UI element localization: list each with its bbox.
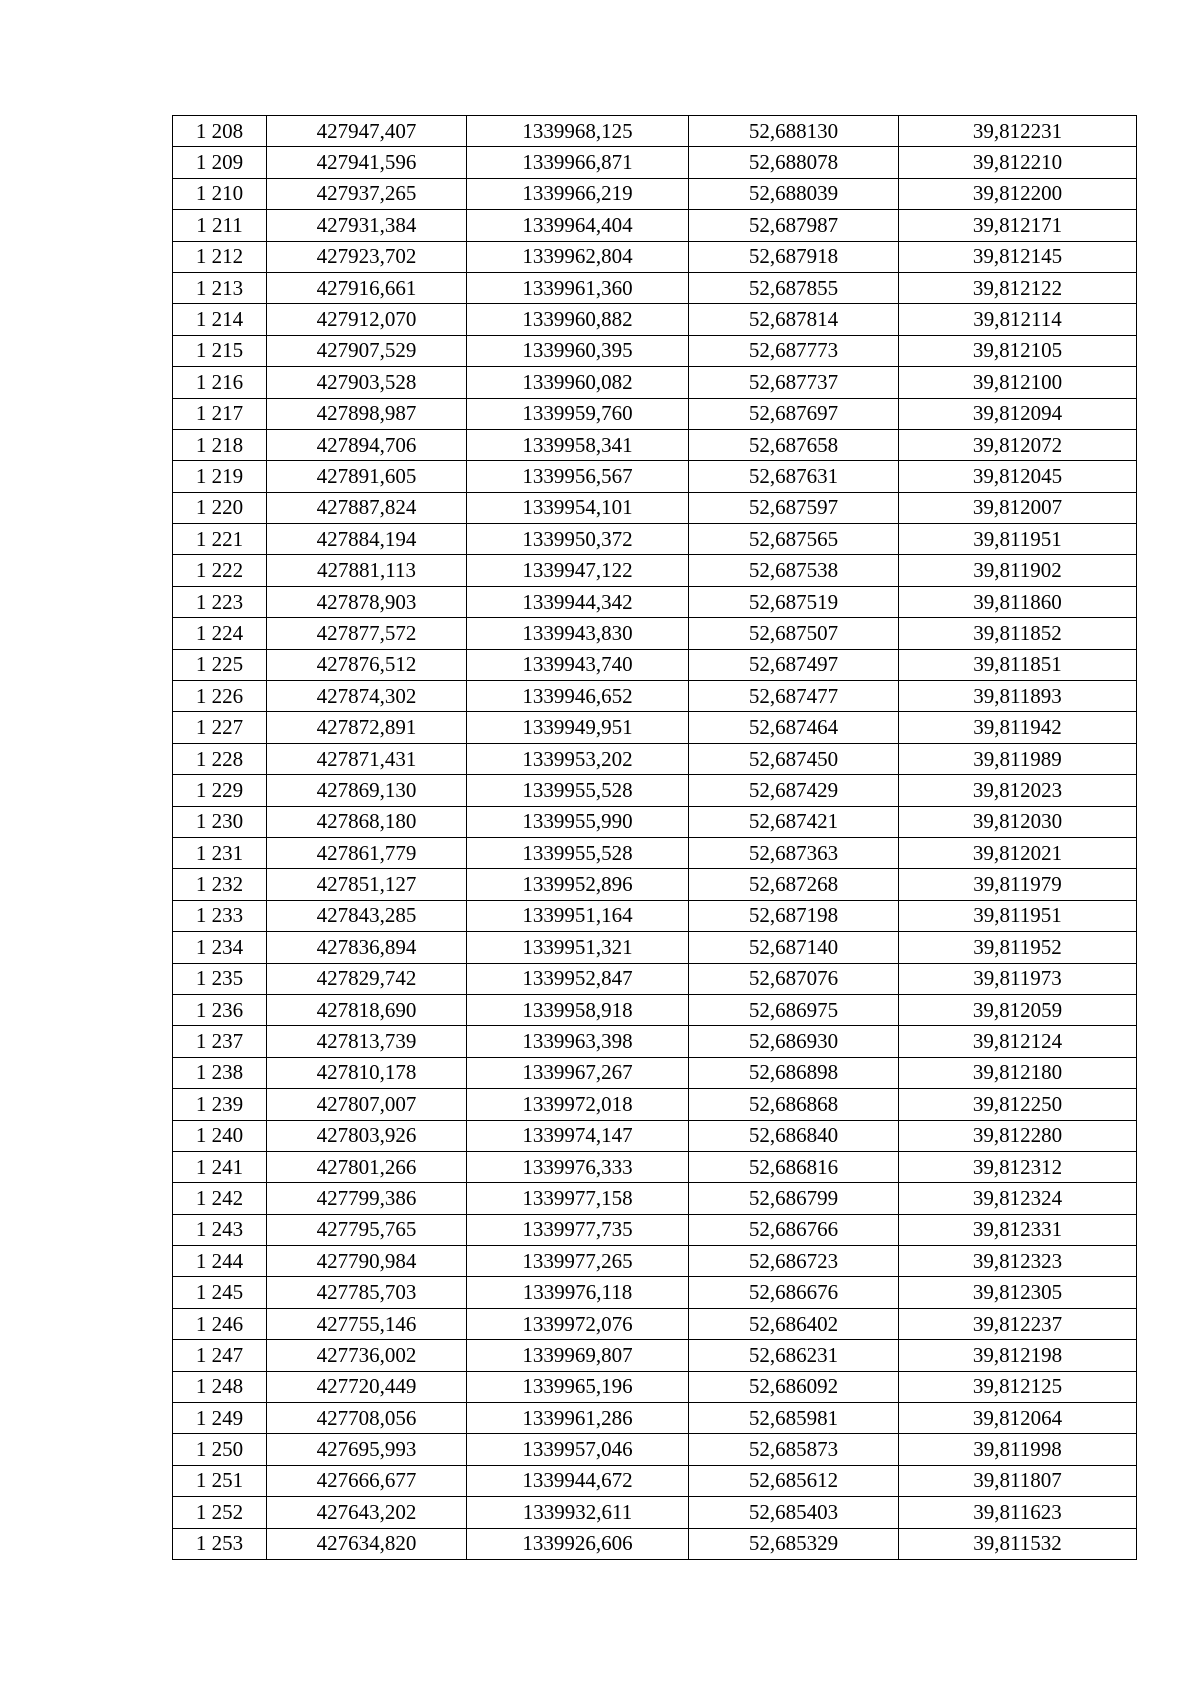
table-row (173, 429, 1137, 460)
table-row (173, 147, 1137, 178)
cell-point-number: 1 249 (173, 1403, 267, 1434)
cell-x-coordinate: 427851,127 (267, 869, 467, 900)
cell-x-coordinate: 427801,266 (267, 1151, 467, 1182)
cell-y-coordinate: 1339977,265 (467, 1246, 689, 1277)
cell-latitude: 52,686930 (689, 1026, 899, 1057)
table-row (173, 1246, 1137, 1277)
cell-x-coordinate: 427836,894 (267, 932, 467, 963)
cell-longitude: 39,812007 (899, 492, 1137, 523)
cell-x-coordinate: 427872,891 (267, 712, 467, 743)
cell-latitude: 52,686092 (689, 1371, 899, 1402)
cell-longitude: 39,811951 (899, 524, 1137, 555)
cell-y-coordinate: 1339960,395 (467, 335, 689, 366)
cell-x-coordinate: 427903,528 (267, 367, 467, 398)
cell-x-coordinate: 427878,903 (267, 586, 467, 617)
cell-point-number: 1 225 (173, 649, 267, 680)
cell-point-number: 1 236 (173, 994, 267, 1025)
cell-point-number: 1 252 (173, 1497, 267, 1528)
cell-x-coordinate: 427861,779 (267, 837, 467, 868)
cell-longitude: 39,811860 (899, 586, 1137, 617)
cell-latitude: 52,686231 (689, 1340, 899, 1371)
coordinates-table-body (173, 116, 1137, 1560)
table-row (173, 900, 1137, 931)
cell-latitude: 52,687140 (689, 932, 899, 963)
cell-point-number: 1 211 (173, 210, 267, 241)
table-row (173, 335, 1137, 366)
cell-x-coordinate: 427643,202 (267, 1497, 467, 1528)
cell-longitude: 39,811902 (899, 555, 1137, 586)
cell-latitude: 52,686402 (689, 1308, 899, 1339)
cell-point-number: 1 229 (173, 775, 267, 806)
cell-y-coordinate: 1339976,118 (467, 1277, 689, 1308)
cell-latitude: 52,685612 (689, 1465, 899, 1496)
cell-point-number: 1 215 (173, 335, 267, 366)
cell-y-coordinate: 1339956,567 (467, 461, 689, 492)
cell-y-coordinate: 1339961,360 (467, 272, 689, 303)
cell-y-coordinate: 1339944,342 (467, 586, 689, 617)
cell-latitude: 52,687918 (689, 241, 899, 272)
cell-point-number: 1 231 (173, 837, 267, 868)
table-row (173, 837, 1137, 868)
cell-x-coordinate: 427874,302 (267, 681, 467, 712)
cell-longitude: 39,812323 (899, 1246, 1137, 1277)
cell-point-number: 1 242 (173, 1183, 267, 1214)
cell-latitude: 52,687198 (689, 900, 899, 931)
cell-latitude: 52,687464 (689, 712, 899, 743)
cell-y-coordinate: 1339959,760 (467, 398, 689, 429)
cell-longitude: 39,811989 (899, 743, 1137, 774)
cell-longitude: 39,812305 (899, 1277, 1137, 1308)
cell-latitude: 52,687658 (689, 429, 899, 460)
table-row (173, 1340, 1137, 1371)
cell-x-coordinate: 427907,529 (267, 335, 467, 366)
cell-point-number: 1 223 (173, 586, 267, 617)
table-row (173, 241, 1137, 272)
cell-longitude: 39,812210 (899, 147, 1137, 178)
cell-x-coordinate: 427695,993 (267, 1434, 467, 1465)
table-row (173, 994, 1137, 1025)
table-row (173, 1089, 1137, 1120)
table-row (173, 1214, 1137, 1245)
cell-longitude: 39,812105 (899, 335, 1137, 366)
cell-x-coordinate: 427877,572 (267, 618, 467, 649)
cell-point-number: 1 216 (173, 367, 267, 398)
cell-x-coordinate: 427799,386 (267, 1183, 467, 1214)
cell-y-coordinate: 1339951,321 (467, 932, 689, 963)
cell-y-coordinate: 1339966,871 (467, 147, 689, 178)
cell-point-number: 1 209 (173, 147, 267, 178)
cell-latitude: 52,688078 (689, 147, 899, 178)
cell-longitude: 39,812198 (899, 1340, 1137, 1371)
table-row (173, 1308, 1137, 1339)
cell-latitude: 52,687565 (689, 524, 899, 555)
cell-latitude: 52,687631 (689, 461, 899, 492)
cell-x-coordinate: 427736,002 (267, 1340, 467, 1371)
cell-latitude: 52,687855 (689, 272, 899, 303)
table-row (173, 1277, 1137, 1308)
cell-point-number: 1 232 (173, 869, 267, 900)
cell-x-coordinate: 427843,285 (267, 900, 467, 931)
cell-longitude: 39,812122 (899, 272, 1137, 303)
cell-x-coordinate: 427931,384 (267, 210, 467, 241)
cell-point-number: 1 227 (173, 712, 267, 743)
table-row (173, 806, 1137, 837)
cell-point-number: 1 220 (173, 492, 267, 523)
cell-longitude: 39,812064 (899, 1403, 1137, 1434)
cell-x-coordinate: 427916,661 (267, 272, 467, 303)
cell-longitude: 39,811851 (899, 649, 1137, 680)
cell-x-coordinate: 427868,180 (267, 806, 467, 837)
cell-point-number: 1 213 (173, 272, 267, 303)
cell-x-coordinate: 427720,449 (267, 1371, 467, 1402)
cell-longitude: 39,812312 (899, 1151, 1137, 1182)
cell-x-coordinate: 427813,739 (267, 1026, 467, 1057)
cell-y-coordinate: 1339932,611 (467, 1497, 689, 1528)
cell-latitude: 52,687429 (689, 775, 899, 806)
cell-longitude: 39,812237 (899, 1308, 1137, 1339)
cell-y-coordinate: 1339955,528 (467, 775, 689, 806)
cell-x-coordinate: 427876,512 (267, 649, 467, 680)
cell-point-number: 1 244 (173, 1246, 267, 1277)
table-row (173, 116, 1137, 147)
cell-point-number: 1 238 (173, 1057, 267, 1088)
cell-longitude: 39,812114 (899, 304, 1137, 335)
cell-x-coordinate: 427807,007 (267, 1089, 467, 1120)
cell-longitude: 39,812171 (899, 210, 1137, 241)
cell-longitude: 39,811951 (899, 900, 1137, 931)
table-row (173, 492, 1137, 523)
cell-y-coordinate: 1339926,606 (467, 1528, 689, 1559)
cell-longitude: 39,811532 (899, 1528, 1137, 1559)
cell-longitude: 39,812125 (899, 1371, 1137, 1402)
cell-latitude: 52,686898 (689, 1057, 899, 1088)
cell-longitude: 39,812059 (899, 994, 1137, 1025)
cell-y-coordinate: 1339969,807 (467, 1340, 689, 1371)
table-row (173, 210, 1137, 241)
table-row (173, 1151, 1137, 1182)
cell-latitude: 52,687987 (689, 210, 899, 241)
cell-longitude: 39,812331 (899, 1214, 1137, 1245)
table-row (173, 1183, 1137, 1214)
cell-longitude: 39,812231 (899, 116, 1137, 147)
cell-x-coordinate: 427755,146 (267, 1308, 467, 1339)
cell-x-coordinate: 427666,677 (267, 1465, 467, 1496)
cell-longitude: 39,812180 (899, 1057, 1137, 1088)
cell-longitude: 39,811893 (899, 681, 1137, 712)
cell-latitude: 52,685403 (689, 1497, 899, 1528)
cell-point-number: 1 247 (173, 1340, 267, 1371)
cell-longitude: 39,811973 (899, 963, 1137, 994)
cell-y-coordinate: 1339968,125 (467, 116, 689, 147)
table-row (173, 1497, 1137, 1528)
cell-y-coordinate: 1339953,202 (467, 743, 689, 774)
cell-latitude: 52,687076 (689, 963, 899, 994)
cell-longitude: 39,811942 (899, 712, 1137, 743)
table-row (173, 1371, 1137, 1402)
cell-y-coordinate: 1339946,652 (467, 681, 689, 712)
cell-y-coordinate: 1339957,046 (467, 1434, 689, 1465)
table-row (173, 1120, 1137, 1151)
cell-point-number: 1 251 (173, 1465, 267, 1496)
cell-latitude: 52,687814 (689, 304, 899, 335)
cell-latitude: 52,687268 (689, 869, 899, 900)
table-row (173, 681, 1137, 712)
cell-point-number: 1 237 (173, 1026, 267, 1057)
cell-longitude: 39,812030 (899, 806, 1137, 837)
cell-y-coordinate: 1339966,219 (467, 178, 689, 209)
cell-point-number: 1 210 (173, 178, 267, 209)
cell-point-number: 1 245 (173, 1277, 267, 1308)
cell-x-coordinate: 427634,820 (267, 1528, 467, 1559)
cell-point-number: 1 239 (173, 1089, 267, 1120)
cell-longitude: 39,812045 (899, 461, 1137, 492)
cell-longitude: 39,812100 (899, 367, 1137, 398)
cell-point-number: 1 246 (173, 1308, 267, 1339)
cell-x-coordinate: 427894,706 (267, 429, 467, 460)
cell-latitude: 52,687363 (689, 837, 899, 868)
cell-x-coordinate: 427884,194 (267, 524, 467, 555)
cell-longitude: 39,812145 (899, 241, 1137, 272)
cell-point-number: 1 224 (173, 618, 267, 649)
cell-latitude: 52,686840 (689, 1120, 899, 1151)
table-row (173, 963, 1137, 994)
cell-longitude: 39,811623 (899, 1497, 1137, 1528)
cell-x-coordinate: 427818,690 (267, 994, 467, 1025)
cell-longitude: 39,811979 (899, 869, 1137, 900)
cell-latitude: 52,687538 (689, 555, 899, 586)
cell-y-coordinate: 1339977,158 (467, 1183, 689, 1214)
cell-x-coordinate: 427941,596 (267, 147, 467, 178)
cell-point-number: 1 219 (173, 461, 267, 492)
table-row (173, 649, 1137, 680)
cell-y-coordinate: 1339958,341 (467, 429, 689, 460)
cell-y-coordinate: 1339961,286 (467, 1403, 689, 1434)
table-row (173, 555, 1137, 586)
cell-y-coordinate: 1339963,398 (467, 1026, 689, 1057)
coordinates-table (172, 115, 1137, 1560)
cell-latitude: 52,687597 (689, 492, 899, 523)
cell-y-coordinate: 1339949,951 (467, 712, 689, 743)
cell-x-coordinate: 427881,113 (267, 555, 467, 586)
cell-y-coordinate: 1339960,882 (467, 304, 689, 335)
cell-longitude: 39,812200 (899, 178, 1137, 209)
cell-y-coordinate: 1339952,896 (467, 869, 689, 900)
cell-point-number: 1 217 (173, 398, 267, 429)
table-row (173, 712, 1137, 743)
cell-latitude: 52,686723 (689, 1246, 899, 1277)
table-row (173, 524, 1137, 555)
cell-point-number: 1 240 (173, 1120, 267, 1151)
cell-x-coordinate: 427898,987 (267, 398, 467, 429)
cell-latitude: 52,687450 (689, 743, 899, 774)
cell-y-coordinate: 1339974,147 (467, 1120, 689, 1151)
cell-point-number: 1 218 (173, 429, 267, 460)
cell-latitude: 52,687697 (689, 398, 899, 429)
cell-y-coordinate: 1339960,082 (467, 367, 689, 398)
cell-point-number: 1 230 (173, 806, 267, 837)
cell-point-number: 1 233 (173, 900, 267, 931)
cell-y-coordinate: 1339951,164 (467, 900, 689, 931)
cell-y-coordinate: 1339944,672 (467, 1465, 689, 1496)
cell-point-number: 1 250 (173, 1434, 267, 1465)
cell-y-coordinate: 1339964,404 (467, 210, 689, 241)
cell-point-number: 1 248 (173, 1371, 267, 1402)
table-row (173, 618, 1137, 649)
cell-latitude: 52,687507 (689, 618, 899, 649)
table-row (173, 743, 1137, 774)
table-row (173, 1434, 1137, 1465)
cell-y-coordinate: 1339977,735 (467, 1214, 689, 1245)
cell-y-coordinate: 1339954,101 (467, 492, 689, 523)
cell-latitude: 52,686816 (689, 1151, 899, 1182)
cell-y-coordinate: 1339955,990 (467, 806, 689, 837)
cell-y-coordinate: 1339958,918 (467, 994, 689, 1025)
cell-y-coordinate: 1339947,122 (467, 555, 689, 586)
cell-point-number: 1 228 (173, 743, 267, 774)
cell-latitude: 52,688039 (689, 178, 899, 209)
table-row (173, 869, 1137, 900)
cell-latitude: 52,685981 (689, 1403, 899, 1434)
cell-longitude: 39,811807 (899, 1465, 1137, 1496)
table-row (173, 398, 1137, 429)
cell-y-coordinate: 1339972,076 (467, 1308, 689, 1339)
cell-x-coordinate: 427887,824 (267, 492, 467, 523)
cell-x-coordinate: 427790,984 (267, 1246, 467, 1277)
table-row (173, 775, 1137, 806)
cell-y-coordinate: 1339972,018 (467, 1089, 689, 1120)
cell-latitude: 52,685329 (689, 1528, 899, 1559)
cell-y-coordinate: 1339965,196 (467, 1371, 689, 1402)
cell-latitude: 52,687519 (689, 586, 899, 617)
cell-latitude: 52,688130 (689, 116, 899, 147)
cell-y-coordinate: 1339950,372 (467, 524, 689, 555)
table-row (173, 304, 1137, 335)
cell-longitude: 39,812094 (899, 398, 1137, 429)
cell-latitude: 52,686676 (689, 1277, 899, 1308)
cell-latitude: 52,686766 (689, 1214, 899, 1245)
cell-longitude: 39,811852 (899, 618, 1137, 649)
cell-longitude: 39,811998 (899, 1434, 1137, 1465)
cell-latitude: 52,685873 (689, 1434, 899, 1465)
cell-x-coordinate: 427937,265 (267, 178, 467, 209)
cell-x-coordinate: 427871,431 (267, 743, 467, 774)
cell-point-number: 1 212 (173, 241, 267, 272)
cell-latitude: 52,687773 (689, 335, 899, 366)
cell-point-number: 1 253 (173, 1528, 267, 1559)
cell-point-number: 1 214 (173, 304, 267, 335)
cell-latitude: 52,687477 (689, 681, 899, 712)
table-row (173, 461, 1137, 492)
cell-x-coordinate: 427891,605 (267, 461, 467, 492)
cell-latitude: 52,686868 (689, 1089, 899, 1120)
cell-point-number: 1 234 (173, 932, 267, 963)
cell-x-coordinate: 427708,056 (267, 1403, 467, 1434)
cell-x-coordinate: 427912,070 (267, 304, 467, 335)
cell-point-number: 1 226 (173, 681, 267, 712)
table-row (173, 1465, 1137, 1496)
cell-longitude: 39,812023 (899, 775, 1137, 806)
cell-y-coordinate: 1339943,740 (467, 649, 689, 680)
cell-longitude: 39,812072 (899, 429, 1137, 460)
cell-point-number: 1 221 (173, 524, 267, 555)
cell-point-number: 1 208 (173, 116, 267, 147)
table-row (173, 586, 1137, 617)
cell-point-number: 1 235 (173, 963, 267, 994)
cell-latitude: 52,687497 (689, 649, 899, 680)
cell-x-coordinate: 427785,703 (267, 1277, 467, 1308)
cell-latitude: 52,687421 (689, 806, 899, 837)
cell-point-number: 1 241 (173, 1151, 267, 1182)
cell-latitude: 52,687737 (689, 367, 899, 398)
cell-x-coordinate: 427869,130 (267, 775, 467, 806)
cell-x-coordinate: 427947,407 (267, 116, 467, 147)
table-row (173, 1057, 1137, 1088)
table-row (173, 367, 1137, 398)
cell-point-number: 1 243 (173, 1214, 267, 1245)
cell-x-coordinate: 427829,742 (267, 963, 467, 994)
cell-latitude: 52,686799 (689, 1183, 899, 1214)
table-row (173, 178, 1137, 209)
cell-longitude: 39,811952 (899, 932, 1137, 963)
cell-y-coordinate: 1339967,267 (467, 1057, 689, 1088)
cell-y-coordinate: 1339952,847 (467, 963, 689, 994)
cell-x-coordinate: 427810,178 (267, 1057, 467, 1088)
cell-longitude: 39,812324 (899, 1183, 1137, 1214)
cell-x-coordinate: 427923,702 (267, 241, 467, 272)
cell-y-coordinate: 1339943,830 (467, 618, 689, 649)
cell-y-coordinate: 1339976,333 (467, 1151, 689, 1182)
cell-longitude: 39,812021 (899, 837, 1137, 868)
cell-y-coordinate: 1339962,804 (467, 241, 689, 272)
cell-longitude: 39,812280 (899, 1120, 1137, 1151)
cell-longitude: 39,812124 (899, 1026, 1137, 1057)
table-row (173, 1026, 1137, 1057)
table-row (173, 1528, 1137, 1559)
cell-x-coordinate: 427803,926 (267, 1120, 467, 1151)
cell-latitude: 52,686975 (689, 994, 899, 1025)
table-row (173, 1403, 1137, 1434)
cell-x-coordinate: 427795,765 (267, 1214, 467, 1245)
table-row (173, 272, 1137, 303)
cell-point-number: 1 222 (173, 555, 267, 586)
cell-y-coordinate: 1339955,528 (467, 837, 689, 868)
cell-longitude: 39,812250 (899, 1089, 1137, 1120)
table-row (173, 932, 1137, 963)
